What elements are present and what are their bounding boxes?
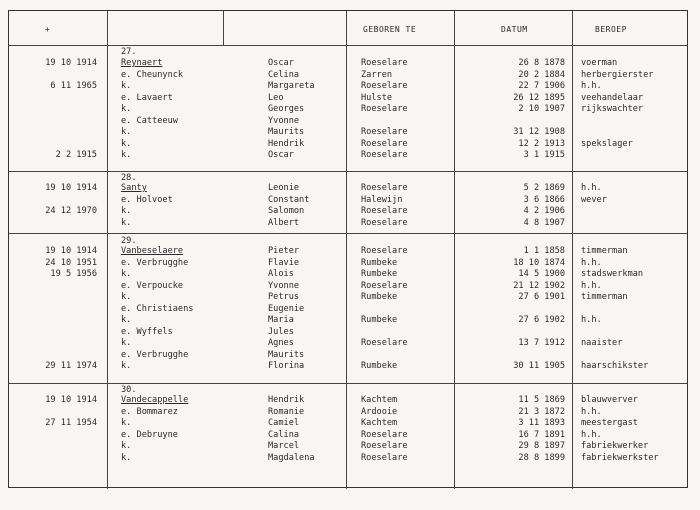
table-row: [9, 195, 687, 207]
table-row: [9, 361, 687, 373]
occupation: voerman: [581, 58, 618, 68]
table-row: [9, 258, 687, 270]
table-row: [9, 304, 687, 316]
first-name: Constant: [268, 194, 310, 205]
header-job: BEROEP: [595, 25, 627, 34]
occupation: timmerman: [581, 246, 628, 256]
birth-place: Roeselare: [361, 138, 408, 149]
relation-name: e. Christiaens: [121, 303, 194, 314]
table-row: [9, 407, 687, 419]
relation-name: e. Debruyne: [121, 429, 178, 440]
first-name: Yvonne: [268, 280, 300, 291]
table-row: [9, 395, 687, 407]
birth-place: Hulste: [361, 92, 393, 103]
birth-place: Roeselare: [361, 104, 408, 114]
birth-place: Rumbeke: [361, 361, 398, 371]
table-row: [9, 441, 687, 453]
first-name: Florina: [268, 361, 305, 371]
first-name: Leo: [268, 92, 284, 103]
first-name: Leonie: [268, 183, 300, 193]
death-date: 19 10 1914: [45, 246, 97, 256]
birth-place: Ardooie: [361, 406, 398, 417]
table-row: [9, 58, 687, 70]
birth-date: 27 6 1902: [518, 315, 565, 325]
occupation: h.h.: [581, 406, 602, 417]
relation-name: k.: [121, 418, 132, 428]
death-date: 24 12 1970: [45, 206, 97, 216]
death-date: 19 10 1914: [45, 395, 97, 405]
birth-place: Roeselare: [361, 217, 408, 228]
first-name: Margareta: [268, 81, 315, 91]
table-row: [9, 218, 687, 230]
relation-name: k.: [121, 127, 132, 137]
family-number: 29.: [121, 236, 137, 246]
first-name: Yvonne: [268, 115, 300, 126]
first-name: Maria: [268, 315, 294, 325]
birth-place: Zarren: [361, 69, 393, 80]
birth-date: 4 8 1907: [523, 217, 565, 228]
occupation: stadswerkman: [581, 269, 644, 279]
first-name: Romanie: [268, 406, 305, 417]
birth-place: Roeselare: [361, 81, 408, 91]
relation-name: k.: [121, 292, 132, 302]
register-table: [8, 10, 688, 488]
table-row: [9, 453, 687, 465]
first-name: Maurits: [268, 127, 305, 137]
first-name: Albert: [268, 217, 300, 228]
relation-name: k.: [121, 315, 132, 325]
birth-place: Roeselare: [361, 280, 408, 291]
birth-date: 27 6 1901: [518, 292, 565, 302]
relation-name: e. Catteeuw: [121, 115, 178, 126]
birth-date: 3 1 1915: [523, 150, 565, 160]
birth-date: 29 8 1897: [518, 441, 565, 451]
relation-name: e. Verbrugghe: [121, 349, 189, 360]
relation-name: Santy: [121, 183, 147, 193]
death-date: 27 11 1954: [45, 418, 97, 428]
first-name: Hendrik: [268, 395, 305, 405]
birth-place: Roeselare: [361, 183, 408, 193]
header-born: GEBOREN TE: [363, 25, 417, 34]
birth-date: 21 3 1872: [518, 406, 565, 417]
occupation: h.h.: [581, 81, 602, 91]
first-name: Alois: [268, 269, 294, 279]
table-row: [9, 350, 687, 362]
first-name: Oscar: [268, 58, 294, 68]
table-row: [9, 418, 687, 430]
relation-name: k.: [121, 217, 132, 228]
family-divider: [9, 383, 687, 384]
birth-place: Roeselare: [361, 127, 408, 137]
birth-date: 12 2 1913: [518, 138, 565, 149]
birth-date: 14 5 1900: [518, 269, 565, 279]
occupation: herbergierster: [581, 69, 654, 80]
relation-name: k.: [121, 269, 132, 279]
first-name: Salomon: [268, 206, 305, 216]
relation-name: k.: [121, 338, 132, 348]
relation-name: e. Bommarez: [121, 406, 178, 417]
birth-place: Rumbeke: [361, 257, 398, 268]
header-date: DATUM: [501, 25, 528, 34]
table-row: [9, 281, 687, 293]
occupation: h.h.: [581, 257, 602, 268]
birth-date: 16 7 1891: [518, 429, 565, 440]
header-death: +: [45, 25, 51, 34]
occupation: meestergast: [581, 418, 638, 428]
occupation: haarschikster: [581, 361, 649, 371]
relation-name: k.: [121, 104, 132, 114]
birth-place: Rumbeke: [361, 269, 398, 279]
occupation: h.h.: [581, 280, 602, 291]
birth-date: 21 12 1902: [513, 280, 565, 291]
birth-place: Roeselare: [361, 338, 408, 348]
birth-date: 2 10 1907: [518, 104, 565, 114]
birth-date: 13 7 1912: [518, 338, 565, 348]
relation-name: k.: [121, 441, 132, 451]
first-name: Hendrik: [268, 138, 305, 149]
first-name: Celina: [268, 69, 300, 80]
occupation: fabriekwerker: [581, 441, 649, 451]
birth-place: Kachtem: [361, 395, 398, 405]
relation-name: e. Verbrugghe: [121, 257, 189, 268]
birth-place: Roeselare: [361, 206, 408, 216]
birth-place: Halewijn: [361, 194, 403, 205]
table-row: [9, 315, 687, 327]
occupation: wever: [581, 194, 607, 205]
relation-name: k.: [121, 150, 132, 160]
death-date: 19 10 1914: [45, 58, 97, 68]
table-row: [9, 139, 687, 151]
relation-name: Reynaert: [121, 58, 163, 68]
birth-date: 26 12 1895: [513, 92, 565, 103]
relation-name: k.: [121, 361, 132, 371]
death-date: 29 11 1974: [45, 361, 97, 371]
first-name: Camiel: [268, 418, 300, 428]
relation-name: e. Holvoet: [121, 194, 173, 205]
table-row: [9, 183, 687, 195]
table-row: [9, 430, 687, 442]
relation-name: e. Cheunynck: [121, 69, 184, 80]
first-name: Magdalena: [268, 452, 315, 463]
table-row: [9, 104, 687, 116]
birth-date: 28 8 1899: [518, 452, 565, 463]
table-row: [9, 81, 687, 93]
first-name: Oscar: [268, 150, 294, 160]
relation-name: e. Verpoucke: [121, 280, 184, 291]
birth-date: 1 1 1858: [523, 246, 565, 256]
first-name: Marcel: [268, 441, 300, 451]
birth-date: 3 11 1893: [518, 418, 565, 428]
first-name: Agnes: [268, 338, 294, 348]
first-name: Calina: [268, 429, 300, 440]
birth-date: 31 12 1908: [513, 127, 565, 137]
table-row: [9, 269, 687, 281]
table-row: [9, 206, 687, 218]
birth-date: 3 6 1866: [523, 194, 565, 205]
occupation: h.h.: [581, 183, 602, 193]
birth-date: 30 11 1905: [513, 361, 565, 371]
first-name: Eugenie: [268, 303, 305, 314]
family-number: 28.: [121, 173, 137, 183]
birth-place: Roeselare: [361, 58, 408, 68]
family-number: 30.: [121, 385, 137, 395]
birth-date: 4 2 1906: [523, 206, 565, 216]
relation-name: k.: [121, 81, 132, 91]
relation-name: k.: [121, 452, 132, 463]
table-row: [9, 292, 687, 304]
birth-place: Roeselare: [361, 246, 408, 256]
first-name: Maurits: [268, 349, 305, 360]
occupation: rijkswachter: [581, 104, 644, 114]
birth-place: Rumbeke: [361, 315, 398, 325]
birth-place: Rumbeke: [361, 292, 398, 302]
first-name: Pieter: [268, 246, 300, 256]
birth-place: Roeselare: [361, 429, 408, 440]
first-name: Georges: [268, 104, 305, 114]
death-date: 6 11 1965: [50, 81, 97, 91]
birth-date: 11 5 1869: [518, 395, 565, 405]
family-number: 27.: [121, 47, 137, 57]
table-row: [9, 116, 687, 128]
family-divider: [9, 233, 687, 234]
first-name: Petrus: [268, 292, 300, 302]
table-row: [9, 70, 687, 82]
table-row: [9, 93, 687, 105]
birth-place: Kachtem: [361, 418, 398, 428]
birth-place: Roeselare: [361, 441, 408, 451]
birth-date: 26 8 1878: [518, 58, 565, 68]
occupation: timmerman: [581, 292, 628, 302]
relation-name: e. Wyffels: [121, 326, 173, 337]
first-name: Jules: [268, 326, 294, 337]
relation-name: k.: [121, 138, 132, 149]
relation-name: Vandecappelle: [121, 395, 189, 405]
death-date: 24 10 1951: [45, 257, 97, 268]
death-date: 19 10 1914: [45, 183, 97, 193]
death-date: 19 5 1956: [50, 269, 97, 279]
relation-name: Vanbeselaere: [121, 246, 184, 256]
occupation: blauwverver: [581, 395, 638, 405]
birth-date: 18 10 1874: [513, 257, 565, 268]
birth-date: 5 2 1869: [523, 183, 565, 193]
relation-name: k.: [121, 206, 132, 216]
first-name: Flavie: [268, 257, 300, 268]
header-divider: [9, 45, 687, 46]
column-divider: [223, 11, 224, 45]
occupation: naaister: [581, 338, 623, 348]
occupation: veehandelaar: [581, 92, 644, 103]
table-row: [9, 327, 687, 339]
family-divider: [9, 171, 687, 172]
table-row: [9, 150, 687, 162]
relation-name: e. Lavaert: [121, 92, 173, 103]
death-date: 2 2 1915: [55, 150, 97, 160]
occupation: h.h.: [581, 429, 602, 440]
table-row: [9, 338, 687, 350]
birth-date: 22 7 1906: [518, 81, 565, 91]
birth-place: Roeselare: [361, 452, 408, 463]
occupation: fabriekwerkster: [581, 452, 659, 463]
table-row: [9, 246, 687, 258]
occupation: spekslager: [581, 138, 633, 149]
occupation: h.h.: [581, 315, 602, 325]
birth-place: Roeselare: [361, 150, 408, 160]
birth-date: 20 2 1884: [518, 69, 565, 80]
table-row: [9, 127, 687, 139]
